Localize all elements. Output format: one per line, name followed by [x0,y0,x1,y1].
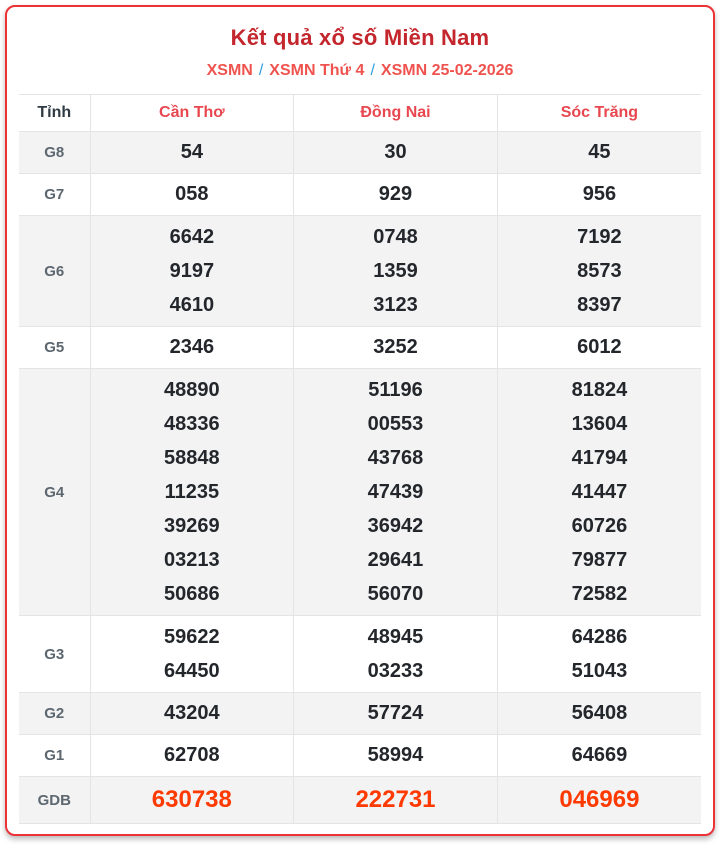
prize-number: 64669 [571,744,628,766]
prize-number: 956 [582,183,617,205]
prize-number: 7192 [577,226,622,248]
page-title: Kết quả xổ số Miền Nam [230,25,490,50]
prize-number: 8397 [577,294,622,316]
prize-numbers-cell [294,616,498,693]
prize-numbers-cell [294,216,498,327]
prize-numbers-cell [90,777,294,824]
prize-number: 64286 [571,626,628,648]
prize-number: 0748 [373,226,418,248]
prize-number: 58994 [367,744,424,766]
prize-number: 48890 [164,379,220,401]
prize-numbers-cell [90,327,294,369]
prize-number: 48336 [164,413,220,435]
prize-number: 54 [180,141,203,163]
prize-label: G6 [19,216,90,327]
prize-number: 47439 [367,481,424,503]
prize-number: 56070 [367,583,424,605]
prize-number: 13604 [571,413,628,435]
prize-number: 60726 [571,515,628,537]
prize-label: G8 [19,132,90,174]
prize-label: G7 [19,174,90,216]
prize-numbers-cell [497,693,701,735]
prize-numbers-cell [90,616,294,693]
breadcrumb-link-xsmn-date[interactable]: XSMN 25-02-2026 [380,62,514,79]
prize-numbers-cell [294,327,498,369]
prize-numbers-cell [497,216,701,327]
prize-number: 9197 [169,260,215,282]
province-header-can-tho[interactable]: Cần Thơ [90,95,294,132]
prize-numbers-cell [497,132,701,174]
prize-numbers-cell [294,132,498,174]
prize-number: 4610 [169,294,215,316]
prize-number: 6642 [169,226,215,248]
prize-numbers-cell [90,735,294,777]
prize-number: 39269 [164,515,220,537]
prize-number: 58848 [164,447,220,469]
prize-number: 79877 [571,549,628,571]
prize-label: G2 [19,693,90,735]
special-prize-number: 046969 [559,786,640,813]
prize-label: G1 [19,735,90,777]
prize-numbers-cell [497,616,701,693]
prize-number: 11235 [164,481,220,503]
prize-row-g4 [19,369,701,616]
prize-numbers-cell [90,132,294,174]
prize-number: 1359 [373,260,418,282]
breadcrumb-separator: / [258,62,264,79]
prize-row-g1 [19,735,701,777]
prize-number: 59622 [164,626,220,648]
special-prize-number: 630738 [151,786,232,813]
prize-number: 36942 [367,515,424,537]
prize-number: 62708 [164,744,220,766]
province-column-header: Tỉnh [19,95,90,132]
prize-number: 03233 [367,660,424,682]
prize-numbers-cell [497,174,701,216]
prize-number: 00553 [367,413,424,435]
prize-numbers-cell [497,777,701,824]
prize-number: 81824 [571,379,628,401]
prize-number: 29641 [367,549,424,571]
prize-number: 45 [588,141,611,163]
prize-number: 48945 [367,626,424,648]
prize-label: G4 [19,369,90,616]
prize-row-g2 [19,693,701,735]
prize-number: 72582 [571,583,628,605]
prize-number: 51196 [368,379,423,401]
province-header-dong-nai[interactable]: Đồng Nai [294,95,498,132]
prize-row-g5 [19,327,701,369]
breadcrumb [19,62,701,80]
prize-number: 6012 [577,336,622,358]
special-prize-number: 222731 [355,786,436,813]
results-table [19,94,701,824]
prize-numbers-cell [294,369,498,616]
prize-number: 41447 [571,481,628,503]
prize-number: 43204 [164,702,220,724]
breadcrumb-separator: / [370,62,375,79]
prize-number: 8573 [577,260,622,282]
prize-numbers-cell [90,693,294,735]
prize-numbers-cell [294,735,498,777]
prize-numbers-cell [497,369,701,616]
prize-numbers-cell [90,369,294,616]
breadcrumb-link-xsmn-weekday[interactable]: XSMN Thứ 4 [269,62,365,79]
prize-numbers-cell [294,777,498,824]
prize-numbers-cell [90,216,294,327]
prize-numbers-cell [90,174,294,216]
prize-row-g7 [19,174,701,216]
prize-number: 56408 [571,702,628,724]
prize-label: G3 [19,616,90,693]
prize-label: GDB [19,777,90,824]
prize-numbers-cell [497,735,701,777]
prize-number: 51043 [571,660,628,682]
prize-number: 64450 [164,660,220,682]
prize-row-g3 [19,616,701,693]
prize-number: 058 [175,183,209,205]
prize-label: G5 [19,327,90,369]
prize-number: 2346 [169,336,215,358]
prize-number: 43768 [367,447,424,469]
prize-number: 03213 [164,549,220,571]
prize-row-gdb [19,777,701,824]
prize-numbers-cell [497,327,701,369]
prize-row-g6 [19,216,701,327]
prize-numbers-cell [294,693,498,735]
prize-numbers-cell [294,174,498,216]
results-table-body [19,132,701,824]
prize-number: 50686 [164,583,220,605]
breadcrumb-link-xsmn[interactable]: XSMN [206,62,253,79]
prize-number: 3123 [373,294,418,316]
prize-number: 929 [378,183,413,205]
prize-number: 3252 [373,336,418,358]
province-header-soc-trang[interactable]: Sóc Trăng [497,95,701,132]
prize-number: 57724 [367,702,424,724]
table-header-row [19,95,701,132]
prize-number: 30 [384,141,407,163]
prize-row-g8 [19,132,701,174]
prize-number: 41794 [571,447,628,469]
results-card [5,5,715,836]
